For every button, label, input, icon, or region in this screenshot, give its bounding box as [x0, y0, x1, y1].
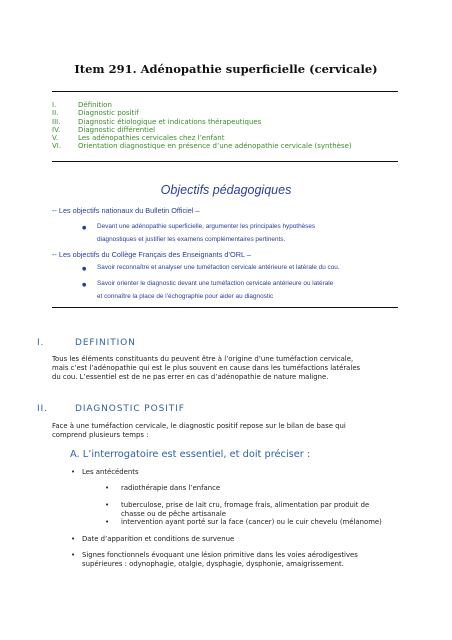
definition-paragraph-line: Tous les éléments constituants du peuvent être à l’origine d’une tuméfaction cervicale,: [52, 355, 354, 363]
bullet-icon: •: [71, 551, 76, 559]
section-number: II.: [37, 404, 48, 414]
diagnostic-paragraph-line: Face à une tuméfaction cervicale, le diagnostic positif repose sur le bilan de base qui: [52, 422, 346, 430]
bullet-icon: •: [105, 484, 110, 492]
list-item: Date d’apparition et conditions de survenue: [82, 535, 235, 543]
toc-item-number: IV.: [52, 125, 61, 134]
bullet-icon: ●: [82, 282, 87, 288]
bullet-icon: •: [105, 501, 110, 509]
toc-item-label: Diagnostic étiologique et indications thérapeutiques: [78, 117, 262, 126]
title-divider: [52, 91, 398, 92]
diagnostic-paragraph-line: comprend plusieurs temps :: [52, 431, 149, 439]
toc-item-label: Orientation diagnostique en présence d’une adénopathie cervicale (synthèse): [78, 142, 352, 151]
list-subitem: tuberculose, prise de lait cru, fromage frais, alimentation par produit de: [121, 501, 370, 509]
objective-item: Savoir reconnaître et analyser une tuméfaction cervicale antérieure et latérale du cou.: [97, 264, 340, 271]
section-title: DIAGNOSTIC POSITIF: [75, 404, 185, 414]
bullet-icon: ●: [82, 225, 87, 231]
toc-item-number: I.: [52, 101, 57, 109]
toc-item-label: Les adénopathies cervicales chez l’enfant: [78, 134, 225, 143]
toc-item[interactable]: [52, 101, 402, 109]
toc-item[interactable]: [52, 118, 402, 126]
bullet-icon: •: [71, 535, 76, 543]
list-item: Les antécédents: [82, 468, 139, 476]
objective-item-continuation: diagnostiques et justifier les examens complémentaires pertinents.: [97, 236, 286, 243]
college-objectives-heading: -- Les objectifs du Collège Français des Enseignants d’ORL –: [52, 250, 251, 259]
subsection-title-interrogatoire: A. L’interrogatoire est essentiel, et doit préciser :: [70, 449, 311, 460]
table-of-contents: [52, 101, 402, 151]
objective-item: Savoir orienter le diagnostic devant une tuméfaction cervicale antérieure ou latérale: [97, 280, 334, 287]
section-heading-definition: [37, 338, 136, 348]
list-subitem: intervention ayant porté sur la face (cancer) ou le cuir chevelu (mélanome): [121, 518, 382, 526]
list-subitem: radiothérapie dans l’enfance: [121, 484, 221, 492]
section-title: DEFINITION: [75, 338, 136, 348]
toc-item[interactable]: [52, 142, 402, 150]
toc-item[interactable]: [52, 134, 402, 142]
toc-item-number: V.: [52, 134, 59, 143]
toc-item-label: Diagnostic différentiel: [78, 125, 156, 134]
section-heading-diagnostic-positif: [37, 404, 185, 414]
bullet-icon: ●: [82, 266, 87, 272]
objectives-title: Objectifs pédagogiques: [160, 183, 292, 197]
toc-item[interactable]: [52, 109, 402, 117]
toc-item-number: III.: [52, 117, 61, 126]
document-title: Item 291. Adénopathie superficielle (cervicale): [74, 62, 378, 76]
bullet-icon: •: [105, 518, 110, 526]
definition-paragraph-line: mais c’est l’adénopathie qui est le plus souvent en cause dans les tuméfactions latérales: [52, 364, 361, 372]
objectives-divider: [52, 307, 398, 308]
definition-paragraph-line: du cou. L’essentiel est de ne pas errer en cas d’adénopathie de nature maligne.: [52, 373, 329, 381]
objective-item: Devant une adénopathie superficielle, argumenter les principales hypothèses: [97, 223, 316, 230]
list-subitem-continuation: chasse ou de pêche artisanale: [121, 510, 226, 518]
national-objectives-heading: -- Les objectifs nationaux du Bulletin Officiel –: [52, 206, 200, 215]
section-number: I.: [37, 338, 45, 348]
bullet-icon: •: [71, 468, 76, 476]
list-item-continuation: supérieures : odynophagie, otalgie, dysphagie, dysphonie, amaigrissement.: [82, 560, 344, 568]
toc-item-label: Diagnostic positif: [78, 109, 139, 118]
toc-item-number: VI.: [52, 142, 62, 151]
objective-item-continuation: et connaître la place de l’échographie pour aider au diagnostic: [97, 293, 274, 300]
toc-divider: [52, 161, 398, 162]
toc-item-label: Définition: [78, 101, 112, 109]
toc-item[interactable]: [52, 126, 402, 134]
list-item: Signes fonctionnels évoquant une lésion primitive dans les voies aérodigestives: [82, 551, 358, 559]
toc-item-number: II.: [52, 109, 59, 118]
